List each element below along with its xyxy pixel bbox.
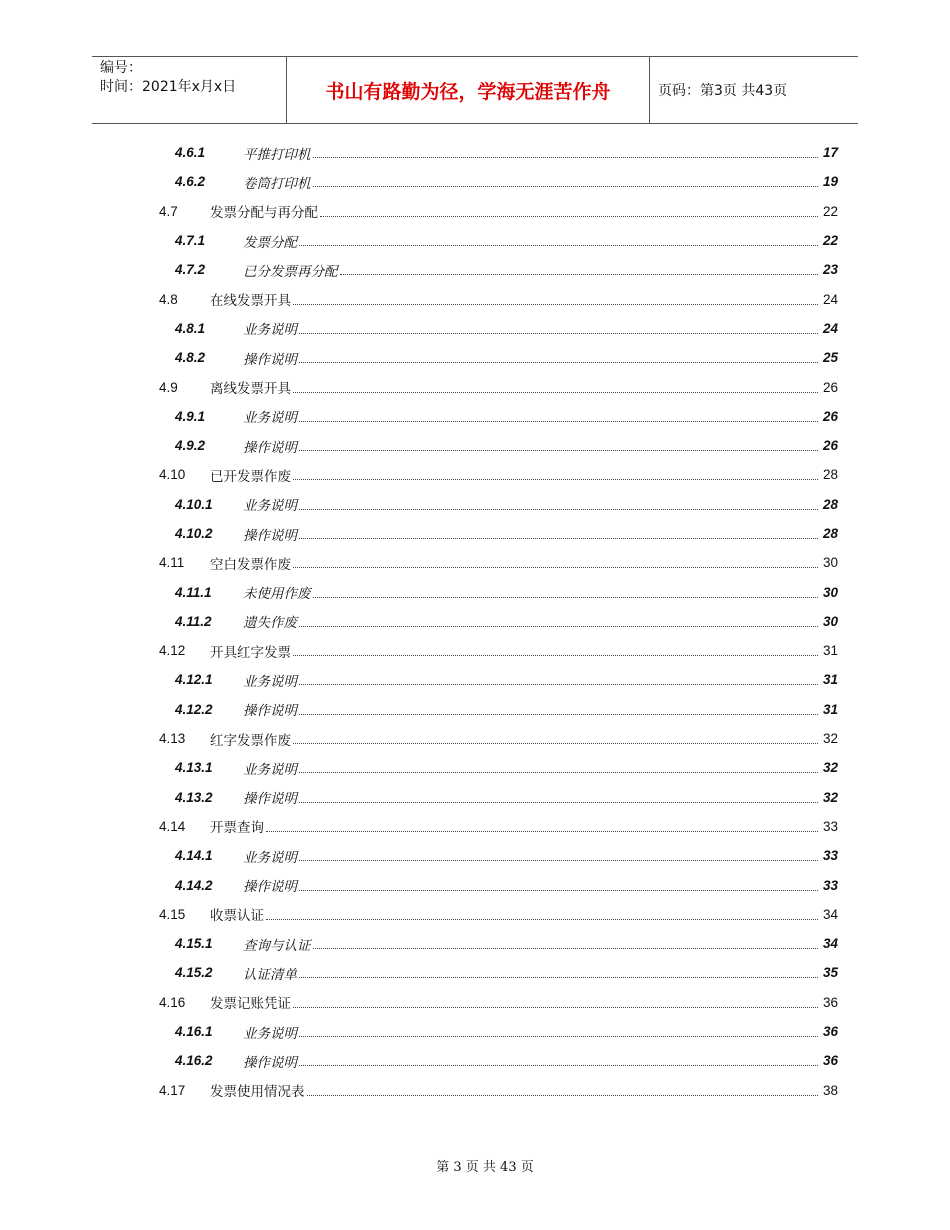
toc-entry-title: 平推打印机 [243,146,311,163]
toc-entry-leader-group [210,289,820,309]
dot-leader [293,479,818,480]
toc-entry-title: 操作说明 [243,351,297,368]
toc-entry-number: 4.8 [159,291,178,307]
toc-entry-leader-group [243,963,820,983]
toc-entry-number: 4.7 [159,203,178,219]
toc-entry[interactable] [0,1046,950,1075]
toc-entry[interactable] [0,548,950,577]
toc-entry-number: 4.15.2 [175,965,213,981]
toc-entry[interactable] [0,138,950,167]
dot-leader [293,392,818,393]
toc-entry-number: 4.12.1 [175,672,213,688]
toc-entry-number: 4.13.2 [175,789,213,805]
toc-entry[interactable] [0,665,950,694]
toc-entry-page: 28 [822,496,838,512]
toc-entry-page: 22 [822,203,838,219]
page-footer: 第 3 页 共 43 页 [436,1160,534,1175]
toc-entry-title: 空白发票作废 [210,556,291,573]
toc-entry-title: 操作说明 [243,1054,297,1071]
toc-entry-number: 4.9 [159,379,178,395]
toc-entry[interactable] [0,929,950,958]
header-time-label: 时间：2021年x月x日 [100,79,237,95]
toc-entry-page: 24 [822,291,838,307]
toc-entry-title: 收票认证 [210,908,264,925]
dot-leader [313,157,819,158]
toc-entry-page: 33 [822,877,838,893]
toc-entry-leader-group [243,172,820,192]
dot-leader [299,626,818,627]
toc-entry-leader-group [243,582,820,602]
toc-entry-leader-group [243,787,820,807]
toc-entry-leader-group [210,201,820,221]
toc-entry-page: 32 [822,731,838,747]
toc-entry-leader-group [243,758,820,778]
toc-entry-leader-group [210,729,820,749]
toc-entry-leader-group [210,377,820,397]
toc-entry-leader-group [243,348,820,368]
toc-entry-page: 25 [822,350,838,366]
dot-leader [299,977,818,978]
dot-leader [293,1007,818,1008]
dot-leader [299,1065,818,1066]
toc-entry[interactable] [0,870,950,899]
toc-entry-title: 业务说明 [243,761,297,778]
dot-leader [299,684,818,685]
toc-entry-page: 36 [822,1053,838,1069]
toc-entry-title: 发票记账凭证 [210,996,291,1013]
toc-entry-title: 开具红字发票 [210,644,291,661]
toc-entry-number: 4.14.2 [175,877,213,893]
toc-entry-page: 30 [822,613,838,629]
toc-entry-title: 离线发票开具 [210,381,291,398]
toc-entry-leader-group [243,143,820,163]
toc-entry-number: 4.13.1 [175,760,213,776]
dot-leader [299,890,818,891]
toc-entry[interactable] [0,372,950,401]
toc-entry[interactable] [0,636,950,665]
toc-entry-number: 4.17 [159,1082,186,1098]
toc-entry-title: 已开发票作废 [210,468,291,485]
toc-entry-number: 4.11 [159,555,185,571]
toc-entry[interactable] [0,783,950,812]
toc-entry-leader-group [243,699,820,719]
toc-entry-title: 业务说明 [243,673,297,690]
toc-entry-title: 红字发票作废 [210,732,291,749]
toc-entry[interactable] [0,284,950,313]
dot-leader [299,1036,818,1037]
toc-entry-number: 4.10 [159,467,186,483]
toc-entry-page: 31 [822,643,838,659]
toc-entry[interactable] [0,167,950,196]
toc-entry-number: 4.8.1 [175,320,206,336]
toc-entry-page: 17 [822,145,838,161]
dot-leader [340,274,819,275]
dot-leader [299,421,818,422]
toc-entry-page: 32 [822,760,838,776]
toc-entry-title: 认证清单 [243,966,297,983]
toc-entry-title: 业务说明 [243,849,297,866]
toc-entry-title: 在线发票开具 [210,293,291,310]
toc-entry[interactable] [0,724,950,753]
toc-entry-number: 4.11.1 [175,584,212,600]
toc-entry-leader-group [243,1022,820,1042]
toc-entry-number: 4.14.1 [175,848,213,864]
toc-entry-number: 4.9.1 [175,408,206,424]
dot-leader [299,333,818,334]
toc-entry-leader-group [210,641,820,661]
dot-leader [293,304,818,305]
toc-entry-title: 业务说明 [243,1025,297,1042]
toc-entry-page: 28 [822,467,838,483]
toc-entry[interactable] [0,226,950,255]
toc-entry-title: 操作说明 [243,527,297,544]
toc-entry[interactable] [0,812,950,841]
toc-entry-title: 操作说明 [243,703,297,720]
toc-entry-page: 36 [822,1024,838,1040]
toc-entry-page: 28 [822,526,838,541]
toc-entry-page: 26 [822,408,838,424]
toc-entry-page: 19 [822,174,838,190]
toc-entry[interactable] [0,753,950,782]
toc-entry-number: 4.16.1 [175,1024,213,1040]
toc-entry-leader-group [210,465,820,485]
toc-entry[interactable] [0,841,950,870]
toc-entry[interactable] [0,314,950,343]
dot-leader [299,509,818,510]
toc-entry[interactable] [0,577,950,606]
toc-entry-leader-group [210,904,820,924]
dot-leader [293,655,818,656]
toc-entry-leader-group [243,846,820,866]
toc-entry-page: 38 [822,1082,838,1098]
toc-entry-number: 4.16.2 [175,1053,213,1069]
toc-entry[interactable] [0,695,950,724]
toc-entry-title: 发票分配与再分配 [210,205,318,222]
toc-entry-page: 34 [822,936,838,952]
toc-entry[interactable] [0,197,950,226]
toc-entry-page: 26 [822,438,838,454]
toc-entry-leader-group [243,1051,820,1071]
toc-entry-number: 4.8.2 [175,350,206,366]
toc-entry-leader-group [243,406,820,426]
toc-entry-leader-group [243,670,820,690]
toc-entry-leader-group [243,436,820,456]
toc-entry-title: 业务说明 [243,322,297,339]
toc-entry-title: 操作说明 [243,791,297,808]
dot-leader [307,1095,819,1096]
toc-entry-number: 4.9.2 [175,438,206,454]
dot-leader [299,772,818,773]
toc-entry-leader-group [210,816,820,836]
toc-entry-title: 业务说明 [243,498,297,515]
dot-leader [293,743,818,744]
toc-entry-title: 发票分配 [243,234,297,251]
toc-entry-page: 24 [822,320,838,336]
toc-entry-leader-group [210,553,820,573]
toc-entry-title: 开票查询 [210,820,264,837]
toc-entry-title: 卷筒打印机 [243,175,311,192]
toc-entry-leader-group [243,260,820,280]
header-slogan: 书山有路勤为径，学海无涯苦作舟 [325,80,611,103]
toc-entry[interactable] [0,460,950,489]
toc-entry-page: 33 [822,818,838,834]
toc-entry-number: 4.6.1 [175,145,206,161]
toc-entry[interactable] [0,490,950,519]
dot-leader [320,216,818,217]
dot-leader [266,919,818,920]
header-meta [100,59,236,97]
toc-entry-number: 4.15.1 [175,936,213,952]
toc-entry-page: 31 [822,701,838,717]
toc-entry-number: 4.7.1 [175,233,206,249]
toc-entry-title: 未使用作废 [243,586,311,603]
toc-entry-number: 4.14 [159,818,186,834]
toc-entry[interactable] [0,431,950,460]
toc-entry-title: 业务说明 [243,410,297,427]
toc-entry-leader-group [243,934,820,954]
toc-entry-page: 33 [822,848,838,864]
toc-entry[interactable] [0,900,950,929]
toc-entry-page: 23 [822,262,838,278]
toc-entry-page: 30 [822,584,838,600]
toc-entry-title: 遗失作废 [243,615,297,632]
toc-entry[interactable] [0,1017,950,1046]
toc-entry[interactable] [0,255,950,284]
dot-leader [266,831,818,832]
toc-entry-title: 操作说明 [243,879,297,896]
toc-entry-page: 26 [822,379,838,395]
toc-entry-number: 4.10.1 [175,496,213,512]
dot-leader [299,802,818,803]
toc-entry-leader-group [243,318,820,338]
toc-entry-page: 32 [822,789,838,805]
toc-entry[interactable] [0,519,950,548]
toc-entry[interactable] [0,343,950,372]
toc-entry-leader-group [243,524,820,544]
toc-entry-leader-group [243,875,820,895]
toc-entry-title: 查询与认证 [243,937,311,954]
dot-leader [313,597,819,598]
toc-entry-leader-group [243,611,820,631]
dot-leader [313,186,819,187]
header-code-label: 编号： [100,60,142,76]
toc-entry-leader-group [210,992,820,1012]
toc-entry-number: 4.12.2 [175,701,213,717]
toc-entry[interactable] [0,988,950,1017]
toc-entry-number: 4.10.2 [175,526,213,541]
toc-entry[interactable] [0,1076,950,1105]
toc-entry-page: 22 [822,233,838,249]
toc-entry[interactable] [0,607,950,636]
dot-leader [299,450,818,451]
dot-leader [299,245,818,246]
toc-entry[interactable] [0,958,950,987]
header-divider [649,57,650,123]
toc-entry-page: 34 [822,906,838,922]
toc-entry-leader-group [243,231,820,251]
header-page-info: 页码：第3页 共43页 [658,83,788,99]
toc-entry-title: 发票使用情况表 [210,1084,305,1101]
toc-entry-page: 35 [822,965,838,981]
dot-leader [299,714,818,715]
toc-entry-number: 4.12 [159,643,186,659]
dot-leader [299,362,818,363]
toc-entry-number: 4.6.2 [175,174,206,190]
toc-entry-number: 4.11.2 [175,613,212,629]
toc-entry-leader-group [243,494,820,514]
toc-entry-number: 4.16 [159,994,186,1010]
toc-entry-leader-group [210,1080,820,1100]
toc-entry[interactable] [0,402,950,431]
dot-leader [299,860,818,861]
toc-entry-number: 4.7.2 [175,262,206,278]
table-of-contents [0,138,950,1105]
dot-leader [299,538,818,539]
toc-entry-page: 31 [822,672,838,688]
page-header [92,56,858,124]
dot-leader [313,948,819,949]
toc-entry-page: 30 [822,555,838,571]
toc-entry-title: 已分发票再分配 [243,263,338,280]
toc-entry-page: 36 [822,994,838,1010]
toc-entry-number: 4.13 [159,731,186,747]
dot-leader [293,567,818,568]
toc-entry-number: 4.15 [159,906,186,922]
toc-entry-title: 操作说明 [243,439,297,456]
